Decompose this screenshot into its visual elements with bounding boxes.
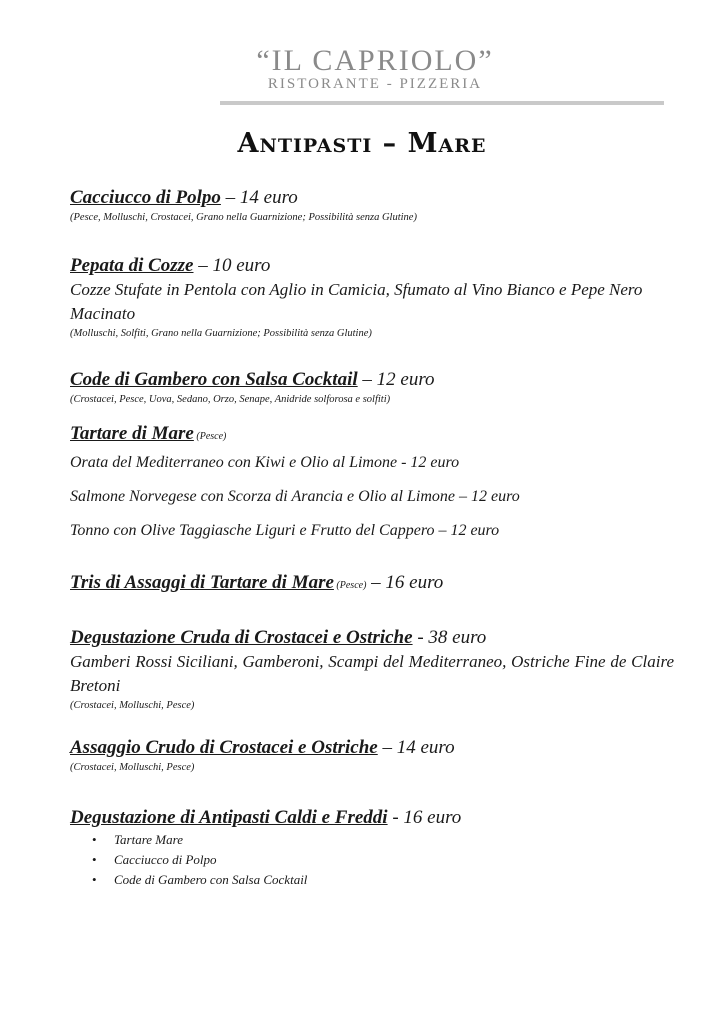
dish-name: Pepata di Cozze [70, 255, 194, 276]
list-item: • Tartare Mare [114, 830, 674, 850]
dish-line [70, 736, 674, 760]
dish-description: Gamberi Rossi Siciliani, Gamberoni, Scampi del Mediterraneo, Ostriche Fine de Claire Bretoni [70, 652, 674, 695]
allergen-note: (Molluschi, Solfiti, Grano nella Guarnizione; Possibilità senza Glutine) [70, 328, 372, 339]
allergen-note: (Crostacei, Molluschi, Pesce) [70, 700, 195, 711]
dish-name: Degustazione Cruda di Crostacei e Ostriche [70, 627, 413, 648]
dish-price: – 12 euro [357, 369, 435, 390]
dish-name: Code di Gambero con Salsa Cocktail [70, 369, 358, 390]
dish-line [70, 422, 674, 449]
menu-item-assaggio-crudo [70, 736, 674, 776]
list-item: • Cacciucco di Polpo [114, 850, 674, 870]
restaurant-header [220, 44, 530, 92]
dish-description: Cozze Stufate in Pentola con Aglio in Camicia, Sfumato al Vino Bianco e Pepe Nero Macinato [70, 280, 643, 323]
dish-line [70, 806, 674, 830]
tartare-option: Tonno con Olive Taggiasche Liguri e Frutto del Cappero – 12 euro [70, 522, 500, 539]
restaurant-name: “IL CAPRIOLO” [256, 44, 494, 77]
menu-item-code-gambero [70, 368, 674, 408]
menu-item-pepata [70, 254, 674, 342]
dish-price: – 14 euro [220, 187, 298, 208]
dish-name: Degustazione di Antipasti Caldi e Freddi [70, 807, 388, 828]
dish-price: – 16 euro [366, 572, 444, 593]
menu-item-tartare-mare [70, 422, 674, 541]
dish-name: Assaggio Crudo di Crostacei e Ostriche [70, 737, 378, 758]
dish-line [70, 254, 674, 278]
tartare-option: Orata del Mediterraneo con Kiwi e Olio al Limone - 12 euro [70, 454, 460, 471]
menu-item-degustazione-cruda [70, 626, 674, 714]
dish-name: Cacciucco di Polpo [70, 187, 221, 208]
dish-price: - 16 euro [387, 807, 462, 828]
page-title: Antipasti – Mare [237, 128, 487, 159]
menu-item-cacciucco [70, 186, 674, 226]
menu-item-tris-tartare [70, 571, 674, 598]
dish-line [70, 368, 674, 392]
header-divider [220, 101, 664, 105]
restaurant-subtitle: RISTORANTE - PIZZERIA [267, 76, 483, 92]
list-item: • Code di Gambero con Salsa Cocktail [114, 870, 674, 890]
allergen-note: (Crostacei, Molluschi, Pesce) [70, 762, 195, 773]
dish-note: (Pesce) [193, 431, 227, 442]
included-dishes-list [70, 830, 674, 890]
dish-line [70, 626, 674, 650]
allergen-note: (Pesce, Molluschi, Crostacei, Grano nella Guarnizione; Possibilità senza Glutine) [70, 212, 417, 223]
tartare-option: Salmone Norvegese con Scorza di Arancia e Olio al Limone – 12 euro [70, 488, 520, 505]
dish-price: – 10 euro [193, 255, 271, 276]
menu-list [70, 186, 674, 890]
dish-line [70, 571, 674, 598]
allergen-note: (Crostacei, Pesce, Uova, Sedano, Orzo, Senape, Anidride solforosa e solfiti) [70, 394, 391, 405]
dish-name: Tartare di Mare [70, 423, 194, 444]
dish-name: Tris di Assaggi di Tartare di Mare [70, 572, 334, 593]
dish-note: (Pesce) [333, 580, 367, 591]
dish-price: - 38 euro [412, 627, 487, 648]
menu-item-degustazione-antipasti [70, 806, 674, 890]
dish-price: – 14 euro [377, 737, 455, 758]
dish-line [70, 186, 674, 210]
